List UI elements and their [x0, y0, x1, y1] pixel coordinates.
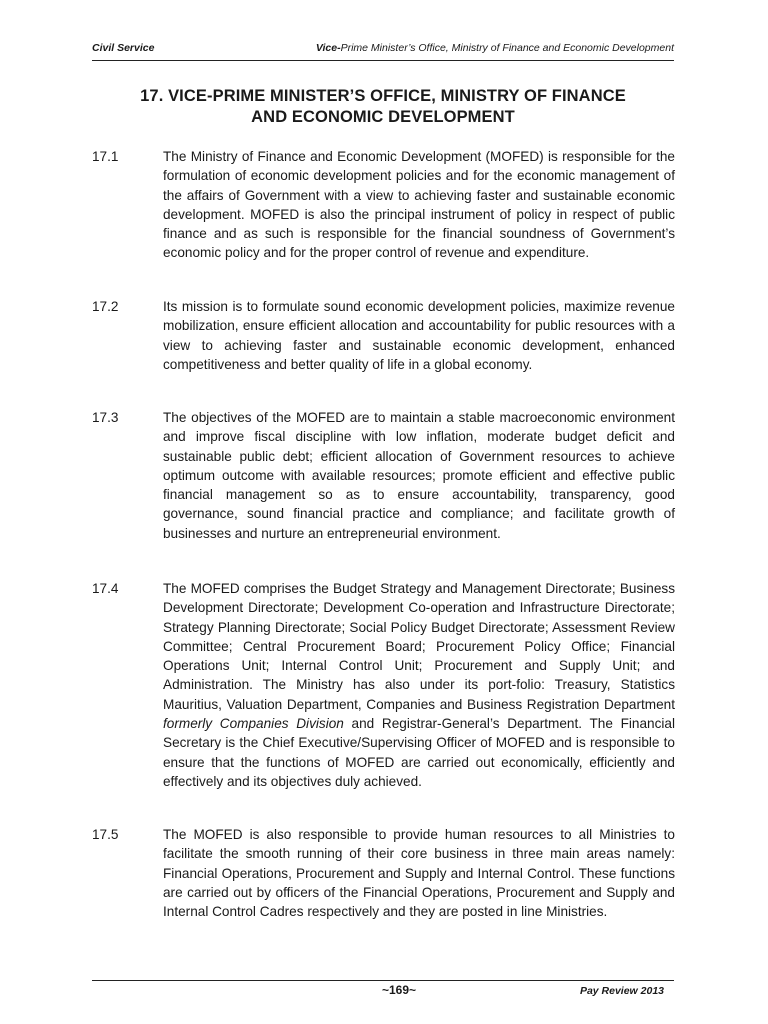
- paragraph-17-5: [92, 825, 675, 921]
- running-footer: [92, 983, 674, 1001]
- header-left: Civil Service: [92, 42, 155, 54]
- header-right: [316, 42, 674, 54]
- paragraph-17-4: [92, 579, 675, 791]
- paragraph-17-3: [92, 408, 675, 543]
- section-title-line1: 17. VICE-PRIME MINISTER’S OFFICE, MINISTRY OF FINANCE: [140, 87, 626, 105]
- paragraph-number: 17.1: [92, 149, 119, 164]
- paragraph-text: Its mission is to formulate sound economic development policies, maximize revenue mobilization, ensure efficient allocation and accountability for public resources with a view to achieving faster and sustainable economic development, enhanced competitiveness and better quality of life in a global economy.: [163, 299, 675, 372]
- section-title: [92, 86, 674, 128]
- paragraph-17-2: [92, 297, 675, 374]
- running-header: [92, 42, 674, 61]
- header-right-bold: Vice-: [315, 42, 341, 54]
- paragraph-number: 17.3: [92, 410, 119, 425]
- paragraph-number: 17.5: [92, 827, 119, 842]
- paragraph-number: 17.4: [92, 581, 119, 596]
- section-title-line2: AND ECONOMIC DEVELOPMENT: [251, 108, 515, 126]
- paragraph-text-part-a: The MOFED comprises the Budget Strategy and Management Directorate; Business Development Directorate; Development Co-operation and Infrastructure Directorate; Strategy Planning Directorate; Social Policy Budget Directorate; Assessment Review Committee; Central Procurement Board; Procurement Policy Office; Financial Operations Unit; Internal Control Unit; Procurement and Supply Unit; and Administration. The Ministry has also under its port-folio: Treasury, Statistics Mauritius, Valuation Department, Companies and Business Registration Department: [163, 581, 675, 712]
- paragraph-number: 17.2: [92, 299, 119, 314]
- page-number: ~169~: [382, 983, 417, 997]
- paragraph-text: The Ministry of Finance and Economic Development (MOFED) is responsible for the formulation of economic development policies and for the economic management of the affairs of Government with a view to achieving faster and sustainable economic development. MOFED is also the principal instrument of policy in respect of public finance and as such is responsible for the financial soundness of Government’s economic policy and for the proper control of revenue and expenditure.: [163, 149, 675, 261]
- header-right-rest: Prime Minister’s Office, Ministry of Finance and Economic Development: [340, 42, 674, 54]
- paragraph-text: The MOFED is also responsible to provide human resources to all Ministries to facilitate the smooth running of their core business in three main areas namely: Financial Operations, Procurement and Supply and Internal Control. These functions are carried out by officers of the Financial Operations, Procurement and Supply and Internal Control Cadres respectively and they are posted in line Ministries.: [163, 827, 675, 920]
- paragraph-text-italic: formerly Companies Division: [163, 716, 344, 732]
- footer-review-label: Pay Review 2013: [579, 985, 664, 997]
- footer-divider: [92, 980, 674, 981]
- paragraph-17-1: [92, 147, 675, 263]
- paragraph-text: The objectives of the MOFED are to maintain a stable macroeconomic environment and improve fiscal discipline with low inflation, moderate budget deficit and sustainable public debt; efficient allocation of Government resources to achieve optimum outcome with available resources; promote efficient and effective public financial management so as to ensure accountability, transparency, good governance, sound financial practice and compliance; and facilitate growth of businesses and nurture an entrepreneurial environment.: [163, 410, 675, 541]
- paragraph-text: [163, 579, 675, 791]
- paragraph-text-part-b: and Registrar-General’s Department. The Financial Secretary is the Chief Executive/Supervising Officer of MOFED and is responsible to ensure that the functions of MOFED are carried out economically, efficiently and effectively and its objectives duly achieved.: [163, 716, 675, 789]
